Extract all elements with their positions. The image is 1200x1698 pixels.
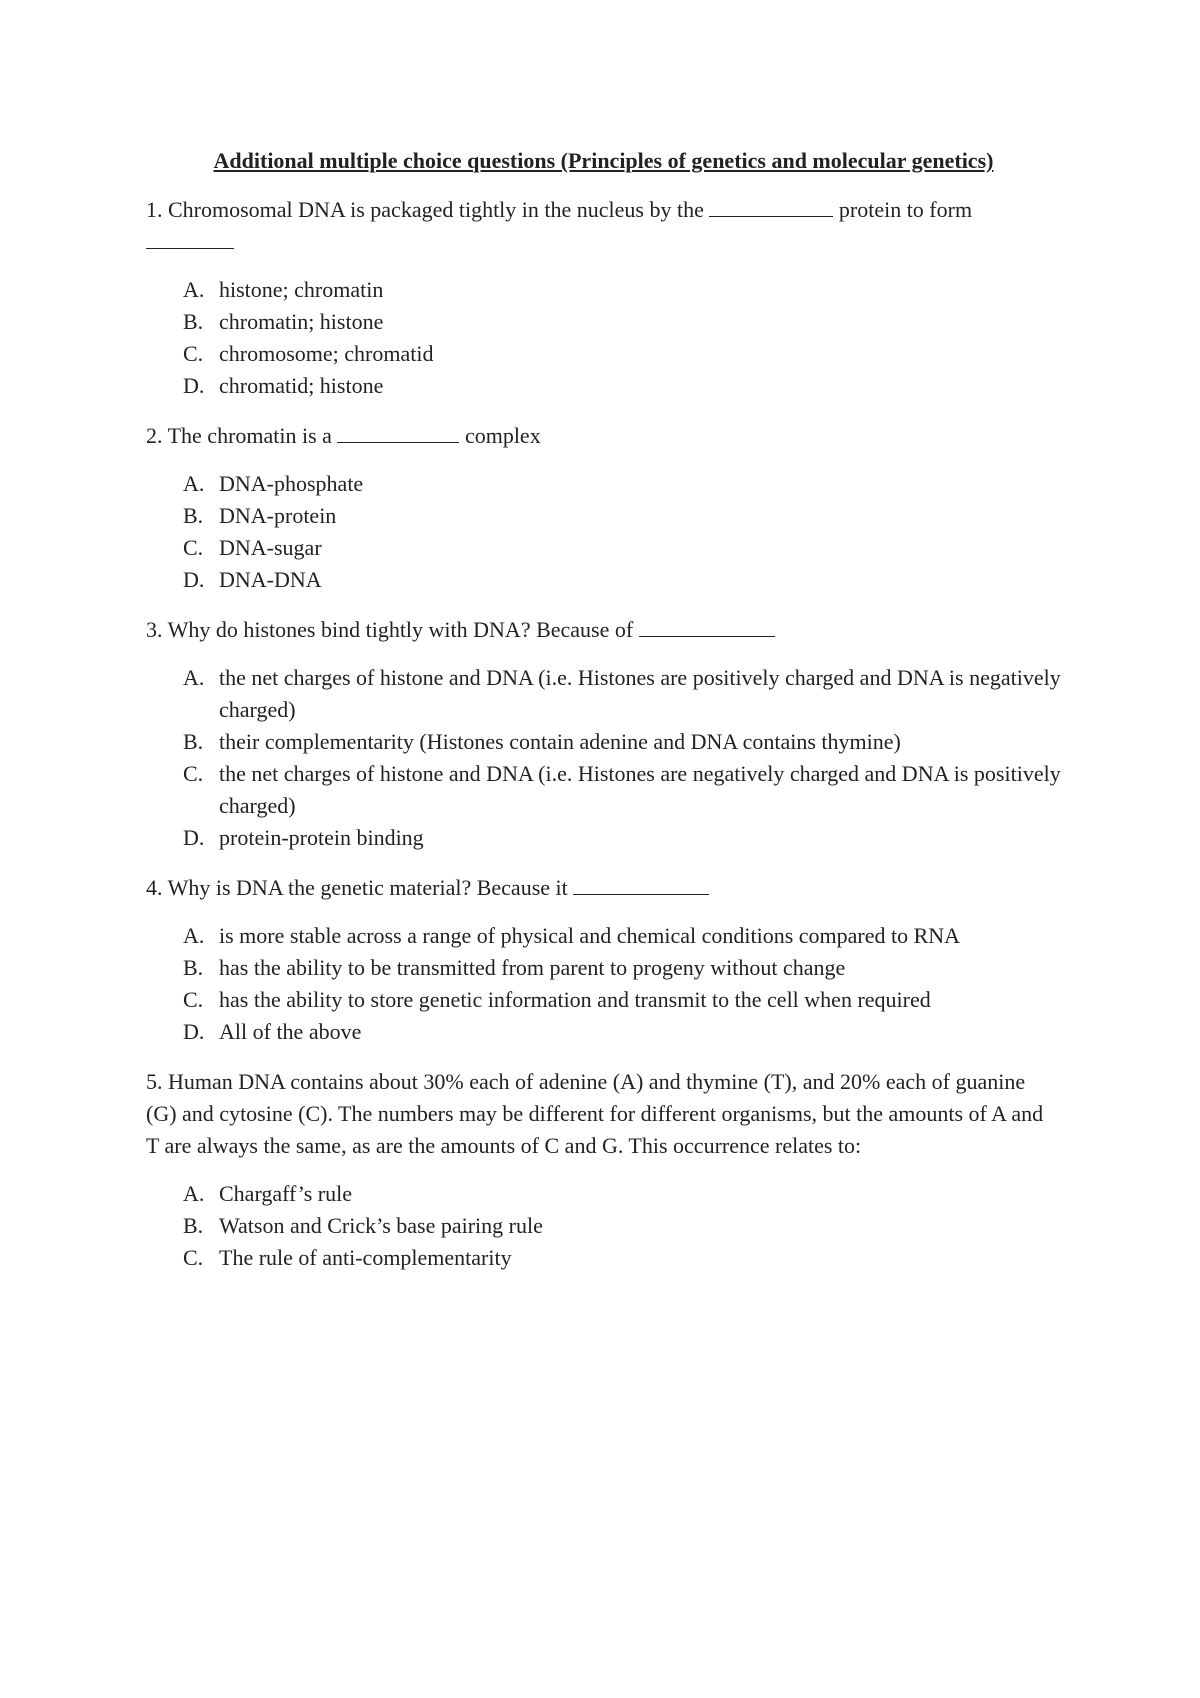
option-letter: C. (183, 535, 204, 560)
option-item (146, 370, 1061, 402)
option-item (146, 306, 1061, 338)
option-letter: B. (183, 503, 204, 528)
option-item (146, 564, 1061, 596)
option-text: is more stable across a range of physical and chemical conditions compared to RNA (219, 923, 961, 948)
option-item (146, 920, 1061, 952)
option-letter: C. (183, 987, 204, 1012)
answer-blank (573, 874, 709, 895)
answer-blank (146, 228, 234, 249)
option-item (146, 952, 1061, 984)
option-text: histone; chromatin (219, 277, 384, 302)
option-list (146, 920, 1061, 1048)
option-list (146, 468, 1061, 596)
question-4 (146, 872, 1061, 1048)
question-text-part: protein to form (833, 197, 973, 222)
option-letter: C. (183, 341, 204, 366)
question-1 (146, 194, 1061, 402)
option-item (146, 338, 1061, 370)
option-item (146, 758, 1061, 822)
option-letter: D. (183, 825, 205, 850)
answer-blank (709, 196, 833, 217)
option-text: All of the above (219, 1019, 362, 1044)
option-letter: D. (183, 373, 205, 398)
option-letter: B. (183, 729, 204, 754)
option-item (146, 532, 1061, 564)
question-text: 5. Human DNA contains about 30% each of adenine (A) and thymine (T), and 20% each of guanine (G) and cytosine (C). The numbers may be different for different organisms, but the amounts of A and T are always the same, as are the amounts of C and G. This occurrence relates to: (146, 1069, 1044, 1158)
option-item (146, 1178, 1061, 1210)
option-list (146, 274, 1061, 402)
option-item (146, 500, 1061, 532)
answer-blank (639, 616, 775, 637)
document-content (146, 146, 1061, 1292)
option-text: DNA-sugar (219, 535, 322, 560)
option-letter: B. (183, 309, 204, 334)
option-text: DNA-DNA (219, 567, 322, 592)
option-text: chromosome; chromatid (219, 341, 434, 366)
option-text: protein-protein binding (219, 825, 424, 850)
option-letter: D. (183, 1019, 205, 1044)
question-text (146, 420, 1061, 452)
question-text-part: 1. Chromosomal DNA is packaged tightly in the nucleus by the (146, 197, 710, 222)
option-list (146, 1178, 1061, 1274)
option-text: Watson and Crick’s base pairing rule (219, 1213, 543, 1238)
option-item (146, 1242, 1061, 1274)
option-text: the net charges of histone and DNA (i.e. Histones are positively charged and DNA is negatively charged) (219, 665, 1061, 722)
option-letter: B. (183, 1213, 204, 1238)
question-text (146, 872, 1061, 904)
option-text: their complementarity (Histones contain adenine and DNA contains thymine) (219, 729, 901, 754)
option-text: has the ability to store genetic information and transmit to the cell when required (219, 987, 931, 1012)
document-title: Additional multiple choice questions (Principles of genetics and molecular genetics) (213, 148, 994, 173)
option-letter: B. (183, 955, 204, 980)
option-item (146, 468, 1061, 500)
option-text: DNA-protein (219, 503, 337, 528)
option-letter: A. (183, 277, 205, 302)
option-letter: A. (183, 923, 205, 948)
question-text-part: complex (459, 423, 541, 448)
option-text: The rule of anti-complementarity (219, 1245, 512, 1270)
option-letter: A. (183, 665, 205, 690)
option-item (146, 726, 1061, 758)
option-item (146, 822, 1061, 854)
option-letter: A. (183, 1181, 205, 1206)
option-item (146, 274, 1061, 306)
answer-blank (337, 422, 459, 443)
question-text (146, 194, 1061, 258)
question-2 (146, 420, 1061, 596)
option-letter: D. (183, 567, 205, 592)
option-text: DNA-phosphate (219, 471, 364, 496)
option-text: chromatid; histone (219, 373, 384, 398)
option-list (146, 662, 1061, 854)
question-text-part: 2. The chromatin is a (146, 423, 338, 448)
question-text-part: 4. Why is DNA the genetic material? Because it (146, 875, 574, 900)
option-letter: A. (183, 471, 205, 496)
option-text: has the ability to be transmitted from parent to progeny without change (219, 955, 846, 980)
option-text: Chargaff’s rule (219, 1181, 352, 1206)
option-letter: C. (183, 1245, 204, 1270)
question-3 (146, 614, 1061, 854)
option-text: chromatin; histone (219, 309, 384, 334)
question-text (146, 614, 1061, 646)
option-item (146, 1016, 1061, 1048)
option-text: the net charges of histone and DNA (i.e. Histones are negatively charged and DNA is positively charged) (219, 761, 1061, 818)
question-5 (146, 1066, 1061, 1274)
option-item (146, 1210, 1061, 1242)
option-item (146, 662, 1061, 726)
question-text-part: 3. Why do histones bind tightly with DNA? Because of (146, 617, 639, 642)
option-item (146, 984, 1061, 1016)
option-letter: C. (183, 761, 204, 786)
